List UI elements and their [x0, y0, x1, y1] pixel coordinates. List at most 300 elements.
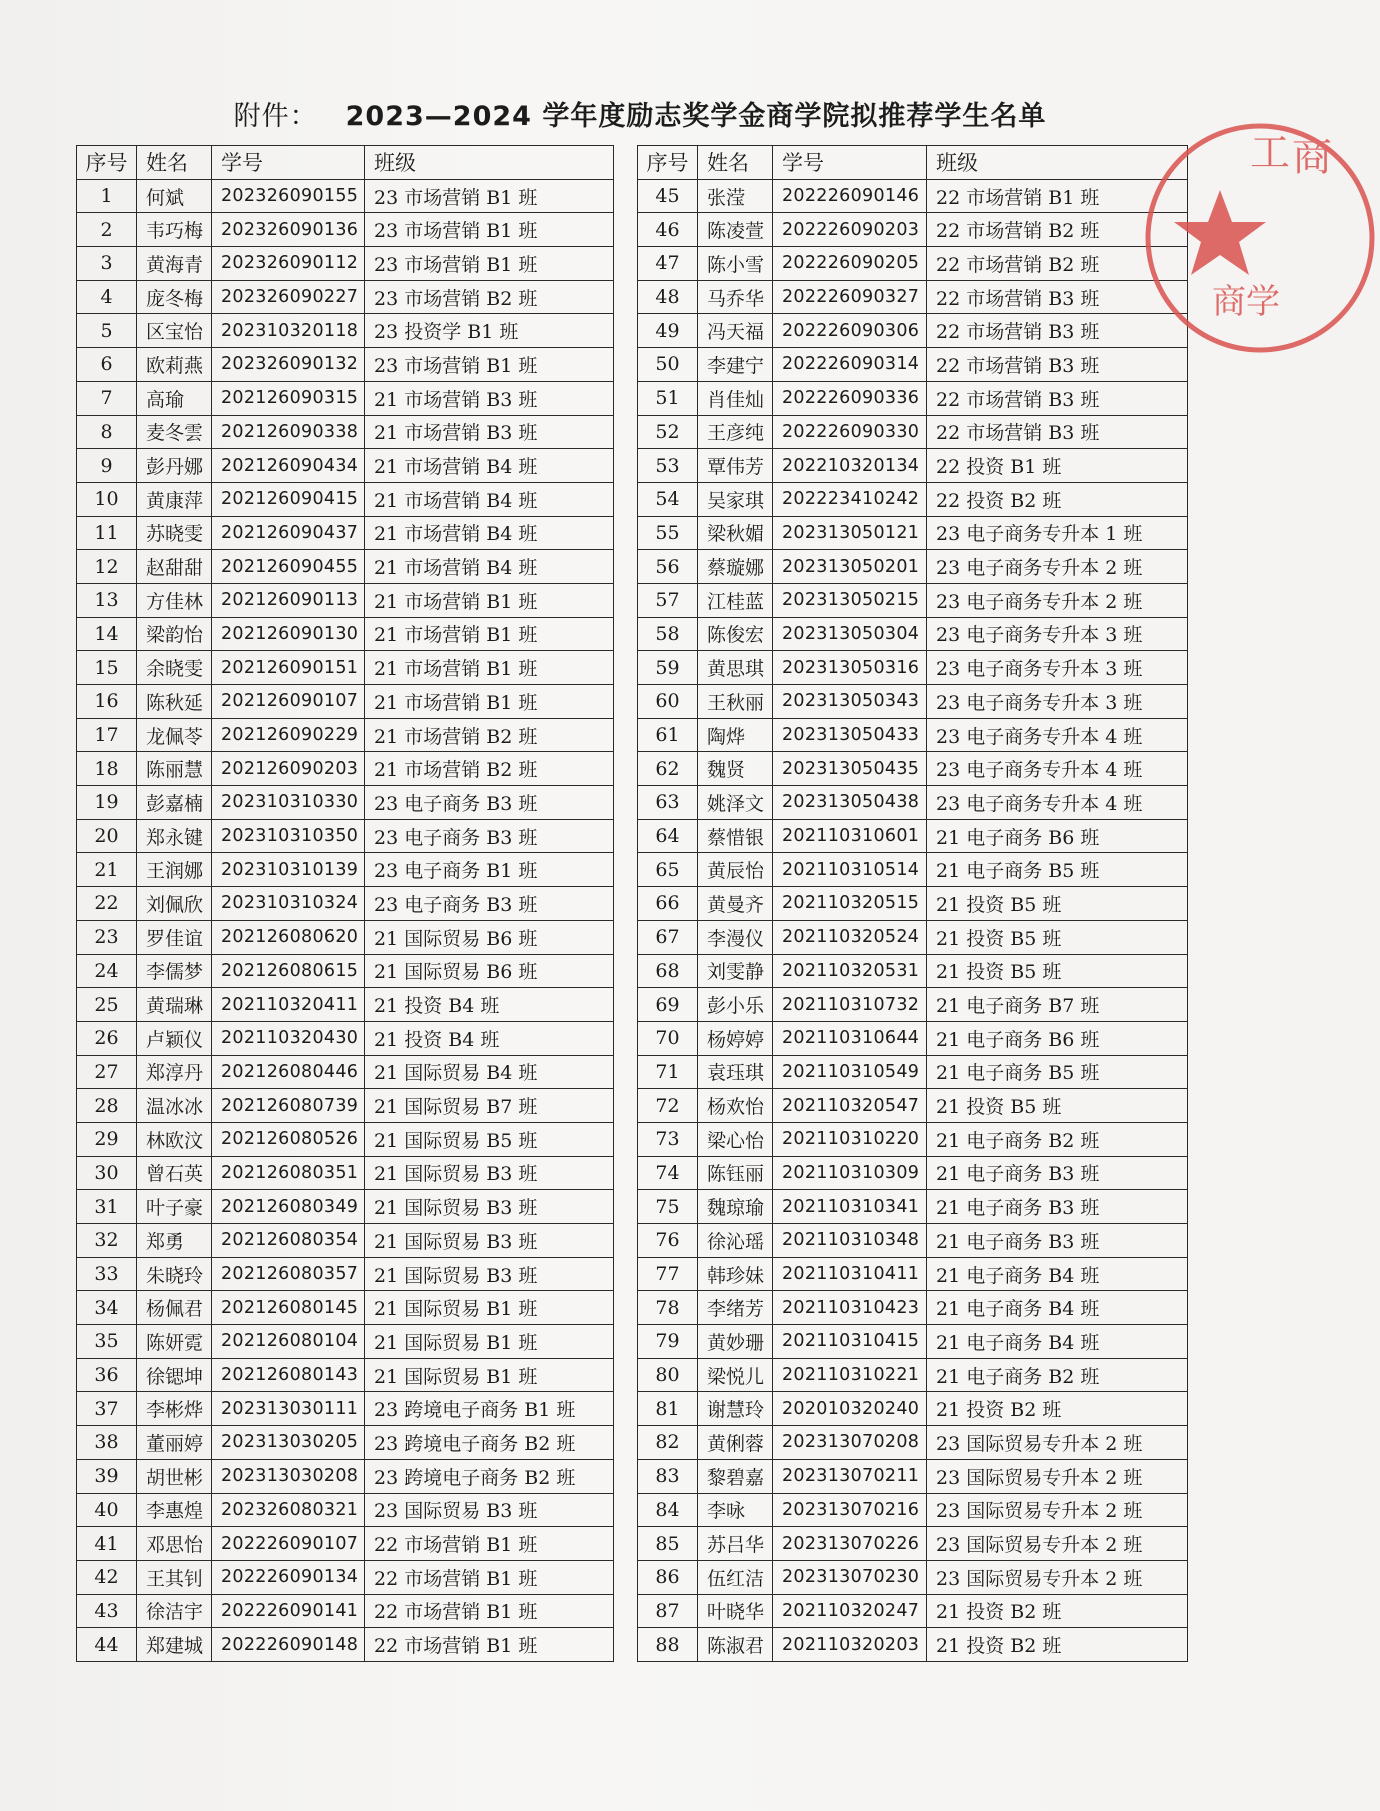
student-id-cell: 202226090146: [773, 179, 927, 213]
class-cell: 21 电子商务 B4 班: [927, 1325, 1188, 1359]
student-id-cell: 202313030205: [212, 1426, 365, 1460]
student-id-cell: 202126090229: [212, 718, 365, 752]
student-name-cell: 王秋丽: [698, 685, 773, 719]
seq-cell: 19: [77, 786, 137, 820]
seq-cell: 44: [77, 1628, 137, 1662]
table-row: [77, 954, 614, 988]
student-id-cell: 202313030208: [212, 1459, 365, 1493]
student-name-cell: 王彦纯: [698, 415, 773, 449]
seq-cell: 22: [77, 887, 137, 921]
seq-cell: 78: [638, 1291, 698, 1325]
table-row: [77, 381, 614, 415]
student-id-cell: 202313050316: [773, 651, 927, 685]
student-name-cell: 姚泽文: [698, 786, 773, 820]
student-name-cell: 黄俐蓉: [698, 1426, 773, 1460]
seq-cell: 62: [638, 752, 698, 786]
table-row: [638, 1224, 1188, 1258]
class-cell: 23 电子商务专升本 1 班: [927, 516, 1188, 550]
class-cell: 23 市场营销 B1 班: [365, 348, 614, 382]
table-row: [638, 718, 1188, 752]
student-id-cell: 202110310514: [773, 853, 927, 887]
student-id-cell: 202313050121: [773, 516, 927, 550]
student-name-cell: 李咏: [698, 1493, 773, 1527]
student-id-cell: 202226090107: [212, 1527, 365, 1561]
seq-cell: 4: [77, 280, 137, 314]
table-row: [638, 1021, 1188, 1055]
student-name-cell: 梁韵怡: [137, 617, 212, 651]
student-name-cell: 张滢: [698, 179, 773, 213]
student-id-cell: 202310310324: [212, 887, 365, 921]
student-id-cell: 202126090315: [212, 381, 365, 415]
class-cell: 21 电子商务 B5 班: [927, 1055, 1188, 1089]
seq-cell: 77: [638, 1257, 698, 1291]
student-id-cell: 202110310732: [773, 988, 927, 1022]
class-cell: 23 国际贸易 B3 班: [365, 1493, 614, 1527]
table-row: [638, 1628, 1188, 1662]
seq-cell: 48: [638, 280, 698, 314]
table-row: [77, 1459, 614, 1493]
seq-cell: 38: [77, 1426, 137, 1460]
class-cell: 21 电子商务 B6 班: [927, 1021, 1188, 1055]
student-id-cell: 202326090155: [212, 179, 365, 213]
student-name-cell: 陈淑君: [698, 1628, 773, 1662]
table-row: [77, 449, 614, 483]
student-name-cell: 冯天福: [698, 314, 773, 348]
table-row: [77, 617, 614, 651]
student-name-cell: 梁心怡: [698, 1122, 773, 1156]
seq-cell: 64: [638, 819, 698, 853]
table-row: [77, 1122, 614, 1156]
student-id-cell: 202226090148: [212, 1628, 365, 1662]
class-cell: 21 国际贸易 B3 班: [365, 1156, 614, 1190]
seq-cell: 54: [638, 482, 698, 516]
student-name-cell: 高瑜: [137, 381, 212, 415]
table-row: [638, 617, 1188, 651]
seq-cell: 12: [77, 550, 137, 584]
class-cell: 23 电子商务 B1 班: [365, 853, 614, 887]
student-name-cell: 温冰冰: [137, 1089, 212, 1123]
seq-cell: 68: [638, 954, 698, 988]
class-cell: 21 市场营销 B4 班: [365, 449, 614, 483]
student-name-cell: 郑永键: [137, 819, 212, 853]
student-name-cell: 黄康萍: [137, 482, 212, 516]
seq-cell: 35: [77, 1325, 137, 1359]
table-row: [77, 213, 614, 247]
class-cell: 23 跨境电子商务 B2 班: [365, 1459, 614, 1493]
class-cell: 23 跨境电子商务 B2 班: [365, 1426, 614, 1460]
student-id-cell: 202110320547: [773, 1089, 927, 1123]
student-id-cell: 202310310139: [212, 853, 365, 887]
table-row: [638, 887, 1188, 921]
student-name-cell: 龙佩苓: [137, 718, 212, 752]
student-id-cell: 202210320134: [773, 449, 927, 483]
seq-cell: 23: [77, 920, 137, 954]
seq-cell: 79: [638, 1325, 698, 1359]
table-row: [638, 381, 1188, 415]
seq-cell: 39: [77, 1459, 137, 1493]
header-class: 班级: [927, 146, 1188, 180]
class-cell: 23 电子商务专升本 4 班: [927, 752, 1188, 786]
seq-cell: 59: [638, 651, 698, 685]
table-row: [77, 853, 614, 887]
class-cell: 23 电子商务专升本 3 班: [927, 617, 1188, 651]
student-id-cell: 202110320203: [773, 1628, 927, 1662]
table-row: [77, 988, 614, 1022]
header-name: 姓名: [698, 146, 773, 180]
seq-cell: 1: [77, 179, 137, 213]
seq-cell: 8: [77, 415, 137, 449]
header-name: 姓名: [137, 146, 212, 180]
student-id-cell: 202313070208: [773, 1426, 927, 1460]
class-cell: 21 投资 B5 班: [927, 954, 1188, 988]
class-cell: 22 市场营销 B3 班: [927, 415, 1188, 449]
student-name-cell: 刘佩欣: [137, 887, 212, 921]
table-row: [638, 685, 1188, 719]
seal-char-1: 工: [1250, 130, 1290, 176]
class-cell: 21 投资 B4 班: [365, 1021, 614, 1055]
table-row: [638, 348, 1188, 382]
seq-cell: 49: [638, 314, 698, 348]
seq-cell: 66: [638, 887, 698, 921]
student-name-cell: 董丽婷: [137, 1426, 212, 1460]
student-name-cell: 叶子豪: [137, 1190, 212, 1224]
table-row: [638, 213, 1188, 247]
seq-cell: 26: [77, 1021, 137, 1055]
class-cell: 23 国际贸易专升本 2 班: [927, 1459, 1188, 1493]
seq-cell: 80: [638, 1358, 698, 1392]
seq-cell: 69: [638, 988, 698, 1022]
seq-cell: 5: [77, 314, 137, 348]
table-row: [638, 314, 1188, 348]
seq-cell: 52: [638, 415, 698, 449]
table-row: [638, 988, 1188, 1022]
class-cell: 21 国际贸易 B3 班: [365, 1257, 614, 1291]
seq-cell: 70: [638, 1021, 698, 1055]
student-id-cell: 202110310644: [773, 1021, 927, 1055]
student-id-cell: 202313070226: [773, 1527, 927, 1561]
student-name-cell: 吴家琪: [698, 482, 773, 516]
seq-cell: 50: [638, 348, 698, 382]
student-id-cell: 202110320411: [212, 988, 365, 1022]
seq-cell: 15: [77, 651, 137, 685]
student-name-cell: 李绪芳: [698, 1291, 773, 1325]
student-name-cell: 区宝怡: [137, 314, 212, 348]
seq-cell: 83: [638, 1459, 698, 1493]
seq-cell: 40: [77, 1493, 137, 1527]
student-id-cell: 202226090141: [212, 1594, 365, 1628]
seq-cell: 45: [638, 179, 698, 213]
student-name-cell: 杨欢怡: [698, 1089, 773, 1123]
student-id-cell: 202313030111: [212, 1392, 365, 1426]
student-name-cell: 黄曼齐: [698, 887, 773, 921]
seq-cell: 57: [638, 583, 698, 617]
student-name-cell: 彭嘉楠: [137, 786, 212, 820]
student-id-cell: 202126090203: [212, 752, 365, 786]
student-id-cell: 202226090134: [212, 1560, 365, 1594]
table-row: [638, 1493, 1188, 1527]
student-id-cell: 202126080351: [212, 1156, 365, 1190]
student-name-cell: 陈妍霓: [137, 1325, 212, 1359]
seq-cell: 34: [77, 1291, 137, 1325]
seq-cell: 76: [638, 1224, 698, 1258]
student-name-cell: 陈秋延: [137, 685, 212, 719]
class-cell: 23 电子商务专升本 4 班: [927, 718, 1188, 752]
seal-char-2: 商: [1292, 134, 1332, 180]
table-row: [77, 516, 614, 550]
class-cell: 23 电子商务专升本 3 班: [927, 651, 1188, 685]
student-name-cell: 李惠煌: [137, 1493, 212, 1527]
class-cell: 21 电子商务 B6 班: [927, 819, 1188, 853]
seq-cell: 63: [638, 786, 698, 820]
class-cell: 23 国际贸易专升本 2 班: [927, 1527, 1188, 1561]
class-cell: 21 市场营销 B1 班: [365, 617, 614, 651]
class-cell: 22 市场营销 B3 班: [927, 280, 1188, 314]
student-id-cell: 202313070216: [773, 1493, 927, 1527]
class-cell: 21 国际贸易 B3 班: [365, 1224, 614, 1258]
student-id-cell: 202126080354: [212, 1224, 365, 1258]
student-name-cell: 陶烨: [698, 718, 773, 752]
class-cell: 23 跨境电子商务 B1 班: [365, 1392, 614, 1426]
class-cell: 23 电子商务专升本 4 班: [927, 786, 1188, 820]
student-name-cell: 欧莉燕: [137, 348, 212, 382]
student-id-cell: 202326080321: [212, 1493, 365, 1527]
student-name-cell: 肖佳灿: [698, 381, 773, 415]
seq-cell: 30: [77, 1156, 137, 1190]
student-name-cell: 麦冬雲: [137, 415, 212, 449]
class-cell: 21 国际贸易 B7 班: [365, 1089, 614, 1123]
student-id-cell: 202126090415: [212, 482, 365, 516]
student-name-cell: 朱晓玲: [137, 1257, 212, 1291]
table-row: [77, 1325, 614, 1359]
table-row: [77, 1493, 614, 1527]
student-name-cell: 庞冬梅: [137, 280, 212, 314]
student-id-cell: 202110310341: [773, 1190, 927, 1224]
student-name-cell: 郑勇: [137, 1224, 212, 1258]
table-row: [638, 179, 1188, 213]
class-cell: 22 投资 B2 班: [927, 482, 1188, 516]
seq-cell: 7: [77, 381, 137, 415]
student-id-cell: 202126080357: [212, 1257, 365, 1291]
class-cell: 21 电子商务 B4 班: [927, 1257, 1188, 1291]
class-cell: 21 投资 B2 班: [927, 1594, 1188, 1628]
table-row: [638, 550, 1188, 584]
table-row: [77, 1156, 614, 1190]
seq-cell: 42: [77, 1560, 137, 1594]
seq-cell: 71: [638, 1055, 698, 1089]
seq-cell: 29: [77, 1122, 137, 1156]
student-id-cell: 202126090107: [212, 685, 365, 719]
student-id-cell: 202126080446: [212, 1055, 365, 1089]
class-cell: 23 投资学 B1 班: [365, 314, 614, 348]
class-cell: 21 市场营销 B4 班: [365, 516, 614, 550]
student-id-cell: 202326090136: [212, 213, 365, 247]
student-id-cell: 202226090203: [773, 213, 927, 247]
student-id-cell: 202313050304: [773, 617, 927, 651]
table-row: [77, 651, 614, 685]
student-id-cell: 202226090336: [773, 381, 927, 415]
table-row: [638, 1527, 1188, 1561]
class-cell: 21 市场营销 B2 班: [365, 752, 614, 786]
seq-cell: 6: [77, 348, 137, 382]
student-id-cell: 202110320247: [773, 1594, 927, 1628]
table-row: [77, 179, 614, 213]
table-header-row: [77, 146, 614, 180]
class-cell: 21 国际贸易 B3 班: [365, 1190, 614, 1224]
student-name-cell: 马乔华: [698, 280, 773, 314]
class-cell: 23 市场营销 B1 班: [365, 213, 614, 247]
table-row: [77, 1358, 614, 1392]
table-row: [77, 1594, 614, 1628]
seq-cell: 33: [77, 1257, 137, 1291]
student-name-cell: 赵甜甜: [137, 550, 212, 584]
student-name-cell: 魏贤: [698, 752, 773, 786]
student-name-cell: 陈钰丽: [698, 1156, 773, 1190]
student-name-cell: 徐洁宇: [137, 1594, 212, 1628]
class-cell: 21 投资 B2 班: [927, 1628, 1188, 1662]
student-id-cell: 202110320515: [773, 887, 927, 921]
student-name-cell: 江桂蓝: [698, 583, 773, 617]
student-id-cell: 202126080620: [212, 920, 365, 954]
table-row: [77, 1527, 614, 1561]
seq-cell: 10: [77, 482, 137, 516]
table-row: [638, 1291, 1188, 1325]
student-id-cell: 202110310348: [773, 1224, 927, 1258]
class-cell: 21 国际贸易 B1 班: [365, 1358, 614, 1392]
table-row: [77, 1190, 614, 1224]
student-name-cell: 杨佩君: [137, 1291, 212, 1325]
student-id-cell: 202313050343: [773, 685, 927, 719]
student-id-cell: 202110310309: [773, 1156, 927, 1190]
student-id-cell: 202110310221: [773, 1358, 927, 1392]
student-name-cell: 王其钊: [137, 1560, 212, 1594]
class-cell: 23 电子商务 B3 班: [365, 819, 614, 853]
class-cell: 21 电子商务 B3 班: [927, 1156, 1188, 1190]
table-row: [638, 1325, 1188, 1359]
table-row: [638, 1459, 1188, 1493]
student-name-cell: 李儒梦: [137, 954, 212, 988]
seq-cell: 74: [638, 1156, 698, 1190]
student-name-cell: 梁秋媚: [698, 516, 773, 550]
table-row: [77, 482, 614, 516]
class-cell: 21 国际贸易 B6 班: [365, 920, 614, 954]
class-cell: 22 市场营销 B1 班: [365, 1527, 614, 1561]
seq-cell: 27: [77, 1055, 137, 1089]
student-name-cell: 李彬烨: [137, 1392, 212, 1426]
seq-cell: 9: [77, 449, 137, 483]
table-body-right: [638, 179, 1188, 1661]
student-id-cell: 202126080349: [212, 1190, 365, 1224]
table-row: [77, 1628, 614, 1662]
table-row: [77, 752, 614, 786]
student-name-cell: 彭小乐: [698, 988, 773, 1022]
student-id-cell: 202126080143: [212, 1358, 365, 1392]
seq-cell: 11: [77, 516, 137, 550]
table-row: [638, 1426, 1188, 1460]
student-id-cell: 202110310220: [773, 1122, 927, 1156]
student-name-cell: 彭丹娜: [137, 449, 212, 483]
class-cell: 21 投资 B5 班: [927, 920, 1188, 954]
student-id-cell: 202126080145: [212, 1291, 365, 1325]
class-cell: 23 电子商务专升本 2 班: [927, 583, 1188, 617]
table-row: [638, 786, 1188, 820]
student-id-cell: 202310310330: [212, 786, 365, 820]
student-id-cell: 202310320118: [212, 314, 365, 348]
student-name-cell: 梁悦儿: [698, 1358, 773, 1392]
class-cell: 21 市场营销 B3 班: [365, 381, 614, 415]
table-row: [77, 348, 614, 382]
class-cell: 22 市场营销 B1 班: [365, 1594, 614, 1628]
table-row: [638, 1392, 1188, 1426]
class-cell: 23 电子商务专升本 3 班: [927, 685, 1188, 719]
table-row: [638, 1358, 1188, 1392]
class-cell: 22 投资 B1 班: [927, 449, 1188, 483]
seq-cell: 46: [638, 213, 698, 247]
seq-cell: 84: [638, 1493, 698, 1527]
student-id-cell: 202313050215: [773, 583, 927, 617]
table-row: [77, 1392, 614, 1426]
table-row: [77, 920, 614, 954]
table-row: [638, 853, 1188, 887]
student-id-cell: 202126090437: [212, 516, 365, 550]
student-name-cell: 覃伟芳: [698, 449, 773, 483]
student-id-cell: 202126090434: [212, 449, 365, 483]
class-cell: 23 电子商务 B3 班: [365, 887, 614, 921]
class-cell: 22 市场营销 B1 班: [927, 179, 1188, 213]
table-row: [638, 449, 1188, 483]
class-cell: 21 国际贸易 B4 班: [365, 1055, 614, 1089]
seq-cell: 36: [77, 1358, 137, 1392]
student-id-cell: 202226090205: [773, 247, 927, 281]
seq-cell: 58: [638, 617, 698, 651]
title-prefix: 附件：: [233, 101, 318, 132]
table-row: [638, 1190, 1188, 1224]
student-id-cell: 202010320240: [773, 1392, 927, 1426]
class-cell: 21 市场营销 B1 班: [365, 651, 614, 685]
class-cell: 21 电子商务 B2 班: [927, 1122, 1188, 1156]
seq-cell: 13: [77, 583, 137, 617]
student-id-cell: 202126090338: [212, 415, 365, 449]
student-name-cell: 何斌: [137, 179, 212, 213]
table-row: [77, 314, 614, 348]
seq-cell: 86: [638, 1560, 698, 1594]
student-id-cell: 202310310350: [212, 819, 365, 853]
table-row: [638, 1122, 1188, 1156]
table-row: [638, 1594, 1188, 1628]
class-cell: 21 电子商务 B7 班: [927, 988, 1188, 1022]
student-name-cell: 李建宁: [698, 348, 773, 382]
table-row: [77, 1291, 614, 1325]
title-text: 2023—2024 学年度励志奖学金商学院拟推荐学生名单: [345, 101, 1047, 132]
student-name-cell: 陈俊宏: [698, 617, 773, 651]
table-row: [77, 1224, 614, 1258]
document-title: [0, 94, 1280, 133]
student-id-cell: 202126080104: [212, 1325, 365, 1359]
class-cell: 23 市场营销 B1 班: [365, 179, 614, 213]
seq-cell: 81: [638, 1392, 698, 1426]
class-cell: 21 市场营销 B1 班: [365, 583, 614, 617]
class-cell: 22 市场营销 B1 班: [365, 1560, 614, 1594]
seq-cell: 51: [638, 381, 698, 415]
student-id-cell: 202313050435: [773, 752, 927, 786]
student-id-cell: 202326090132: [212, 348, 365, 382]
header-id: 学号: [773, 146, 927, 180]
student-id-cell: 202126090151: [212, 651, 365, 685]
seq-cell: 2: [77, 213, 137, 247]
student-id-cell: 202313070230: [773, 1560, 927, 1594]
seq-cell: 55: [638, 516, 698, 550]
student-id-cell: 202126080739: [212, 1089, 365, 1123]
seq-cell: 87: [638, 1594, 698, 1628]
